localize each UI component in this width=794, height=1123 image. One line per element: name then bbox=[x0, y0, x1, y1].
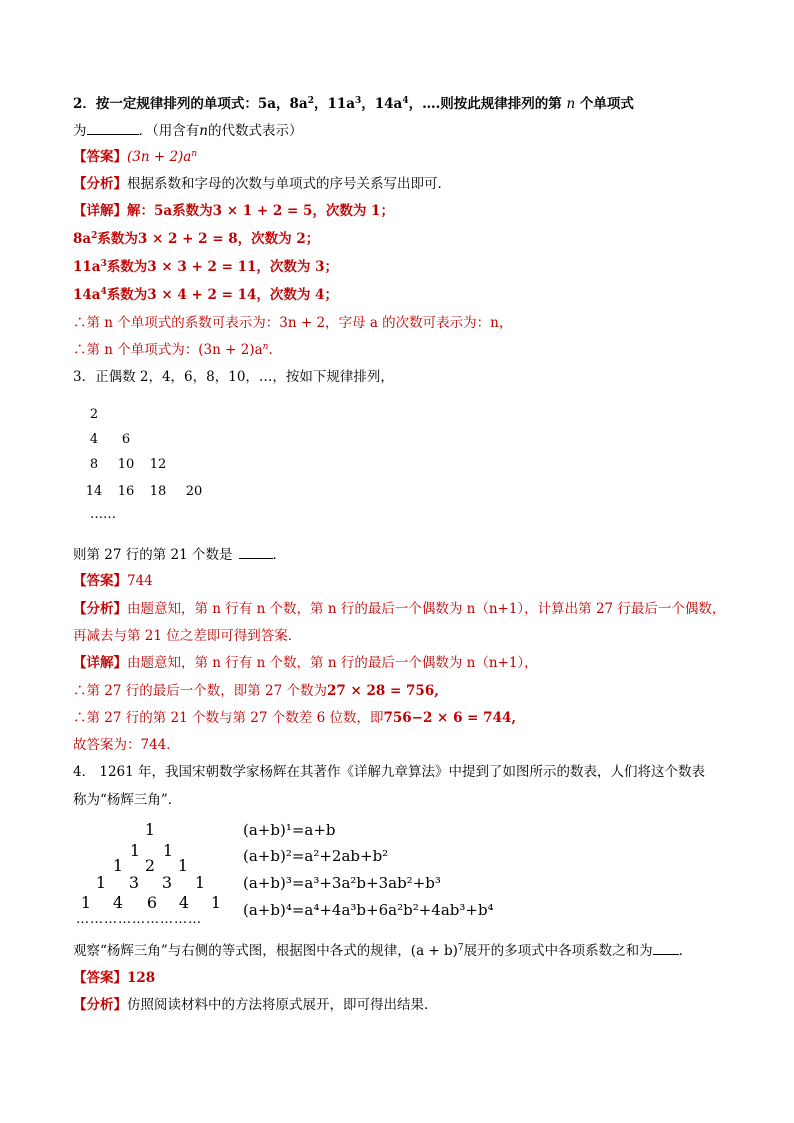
triangle-number: 1 bbox=[194, 873, 206, 892]
triangle-number: 1 bbox=[95, 873, 107, 892]
q2-detail-4: $14a^4$系数为3 × 4 + 2 = 14，次数为 4； bbox=[73, 287, 339, 303]
triangle-number: 1 bbox=[177, 856, 189, 875]
q2-stem-line2: 为 ．（用含有n的代数式表示） bbox=[73, 123, 303, 139]
q4-stem-line2: 称为“杨辉三角”． bbox=[73, 792, 182, 808]
binomial-equation-2: (a+b)²=a²+2ab+b² bbox=[243, 847, 389, 865]
binomial-equation-3: (a+b)³=a³+3a²b+3ab²+b³ bbox=[243, 874, 441, 892]
arrangement-number: 2 bbox=[89, 407, 99, 422]
answer-blank bbox=[653, 942, 679, 955]
arrangement-number: 4 bbox=[89, 432, 99, 447]
binomial-equation-4: (a+b)⁴=a⁴+4a³b+6a²b²+4ab³+b⁴ bbox=[243, 901, 494, 919]
arrangement-number: 14 bbox=[85, 484, 103, 499]
triangle-number: 4 bbox=[178, 893, 190, 912]
triangle-number: 2 bbox=[144, 856, 156, 875]
q2-detail-2: $8a^2$系数为3 × 2 + 2 = 8，次数为 2； bbox=[73, 231, 320, 247]
q2-answer: 【答案】$(3n + 2)a^n$ bbox=[73, 149, 198, 165]
q3-detail-1: 【详解】由题意知，第 n 行有 n 个数，第 n 行的最后一个偶数为 n（n+1）， bbox=[73, 655, 538, 671]
q3-answer: 【答案】744 bbox=[73, 573, 153, 589]
q3-question: 则第 27 行的第 21 个数是 ． bbox=[73, 547, 287, 563]
arrangement-number: 20 bbox=[185, 484, 203, 499]
triangle-number: 3 bbox=[128, 873, 140, 892]
q3-analysis-1: 【分析】由题意知，第 n 行有 n 个数，第 n 行的最后一个偶数为 n（n+1），计算出第 27 行最后一个偶数， bbox=[73, 601, 726, 617]
triangle-number: 1 bbox=[144, 820, 156, 839]
triangle-number: 1 bbox=[80, 893, 92, 912]
binomial-equation-1: (a+b)¹=a+b bbox=[243, 821, 336, 839]
q2-detail-5: ∴第 n 个单项式的系数可表示为：3n + 2，字母 a 的次数可表示为：n， bbox=[73, 315, 513, 331]
arrangement-number: 12 bbox=[149, 457, 167, 472]
q2-detail-3: $11a^3$系数为3 × 3 + 2 = 11，次数为 3； bbox=[73, 259, 339, 275]
arrangement-number: 18 bbox=[149, 484, 167, 499]
q2-detail-1: 【详解】解：5a系数为3 × 1 + 2 = 5，次数为 1； bbox=[73, 203, 394, 219]
q4-question: 观察“杨辉三角”与右侧的等式图，根据图中各式的规律，$(a + b)^7$展开的多项式中各项系数之和为 ． bbox=[73, 943, 693, 959]
triangle-number: 1 bbox=[210, 893, 222, 912]
arrangement-number: 16 bbox=[117, 484, 135, 499]
triangle-number: 4 bbox=[112, 893, 124, 912]
triangle-number: 1 bbox=[112, 856, 124, 875]
q4-stem-line1: 4． 1261 年，我国宋朝数学家杨辉在其著作《详解九章算法》中提到了如图所示的数表，人们将这个数表 bbox=[73, 764, 706, 780]
q4-answer: 【答案】128 bbox=[73, 970, 156, 986]
answer-blank bbox=[87, 122, 139, 135]
arrangement-ellipsis: …… bbox=[90, 507, 116, 522]
arrangement-number: 10 bbox=[117, 457, 135, 472]
q2-analysis: 【分析】根据系数和字母的次数与单项式的序号关系写出即可． bbox=[73, 176, 451, 192]
triangle-number: 1 bbox=[162, 841, 174, 860]
q4-analysis: 【分析】仿照阅读材料中的方法将原式展开，即可得出结果． bbox=[73, 997, 438, 1013]
q3-detail-3: ∴第 27 行的第 21 个数与第 27 个数差 6 位数，即756−2 × 6 = 744, bbox=[73, 710, 517, 726]
answer-blank bbox=[239, 546, 273, 559]
q3-stem: 3．正偶数 2，4，6，8，10，…，按如下规律排列， bbox=[73, 369, 394, 385]
q2-stem: 2．按一定规律排列的单项式：5a，$8a^2$，$11a^3$，$14a^4$，….则按此规律排列的第 n 个单项式 bbox=[73, 96, 634, 112]
triangle-number: 6 bbox=[146, 893, 158, 912]
q3-analysis-2: 再减去与第 21 位之差即可得到答案． bbox=[73, 628, 302, 644]
arrangement-number: 6 bbox=[121, 432, 131, 447]
triangle-number: 3 bbox=[161, 873, 173, 892]
arrangement-number: 8 bbox=[89, 457, 99, 472]
q2-detail-6: ∴第 n 个单项式为：$(3n + 2)a^n$. bbox=[73, 342, 273, 358]
triangle-number: 1 bbox=[129, 841, 141, 860]
q3-detail-4: 故答案为：744． bbox=[73, 737, 180, 753]
triangle-dots: ……………………… bbox=[76, 912, 202, 927]
q3-detail-2: ∴第 27 行的最后一个数，即第 27 个数为27 × 28 = 756, bbox=[73, 683, 439, 699]
